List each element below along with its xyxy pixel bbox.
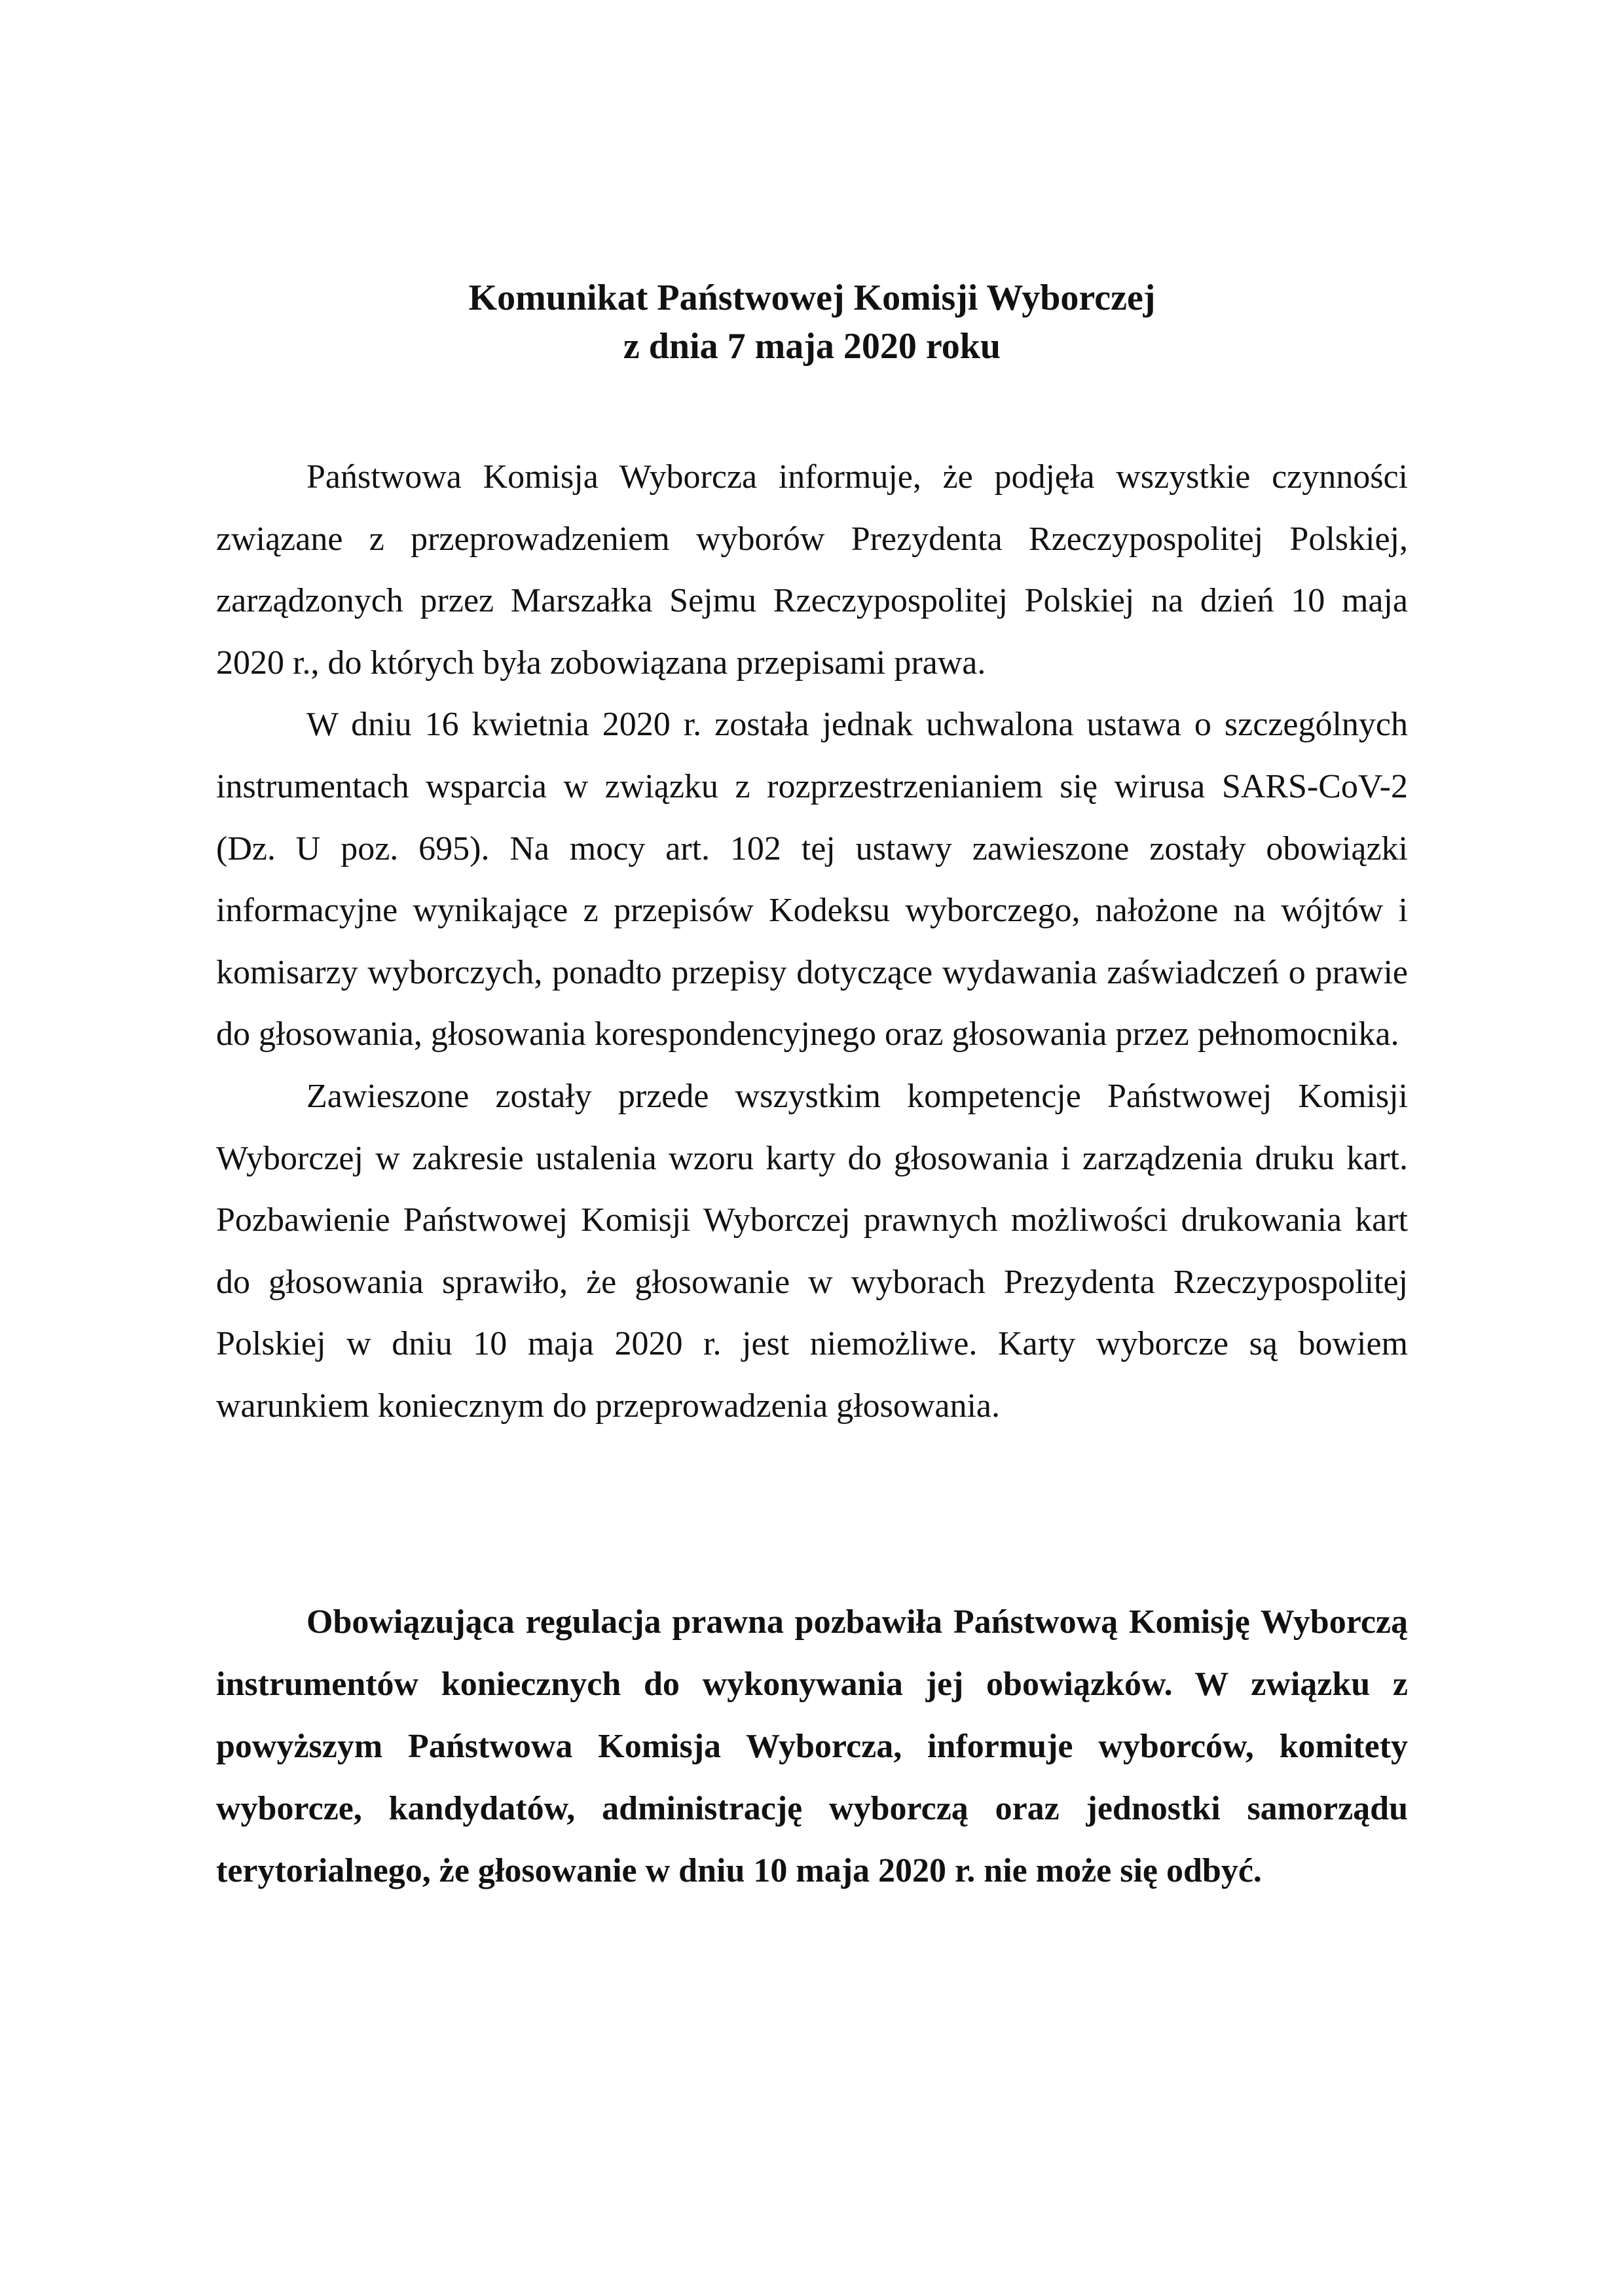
- paragraph-1: Państwowa Komisja Wyborcza informuje, że podjęła wszystkie czynności związane z przeprowadzeniem wyborów Prezydenta Rzeczypospolitej Polskiej, zarządzonych przez Marszałka Sejmu Rzeczypospolitej Polskiej na dzień 10 maja 2020 r., do których była zobowiązana przepisami prawa.: [216, 458, 1408, 682]
- paragraph-2: W dniu 16 kwietnia 2020 r. została jednak uchwalona ustawa o szczególnych instrumentach wsparcia w związku z rozprzestrzenianiem się wirusa SARS-CoV-2 (Dz. U poz. 695). Na mocy art. 102 tej ustawy zawieszone zostały obowiązki informacyjne wynikające z przepisów Kodeksu wyborczego, nałożone na wójtów i komisarzy wyborczych, ponadto przepisy dotyczące wydawania zaświadczeń o prawie do głosowania, głosowania korespondencyjnego oraz głosowania przez pełnomocnika.: [216, 706, 1408, 1053]
- paragraph-3: Zawieszone zostały przede wszystkim kompetencje Państwowej Komisji Wyborczej w zakresie ustalenia wzoru karty do głosowania i zarządzenia druku kart. Pozbawienie Państwowej Komisji Wyborczej prawnych możliwości drukowania kart do głosowania sprawiło, że głosowanie w wyborach Prezydenta Rzeczypospolitej Polskiej w dniu 10 maja 2020 r. jest niemożliwe. Karty wyborcze są bowiem warunkiem koniecznym do przeprowadzenia głosowania.: [216, 1077, 1408, 1425]
- bold-paragraph: Obowiązująca regulacja prawna pozbawiła Państwową Komisję Wyborczą instrumentów koniecznych do wykonywania jej obowiązków. W związku z powyższym Państwowa Komisja Wyborcza, informuje wyborców, komitety wyborcze, kandydatów, administrację wyborczą oraz jednostki samorządu terytorialnego, że głosowanie w dniu 10 maja 2020 r. nie może się odbyć.: [216, 1603, 1408, 1889]
- document-title: [216, 274, 1408, 371]
- document-conclusion: [216, 1591, 1408, 1902]
- document-body: [216, 446, 1408, 1438]
- title-line-2: z dnia 7 maja 2020 roku: [623, 326, 1001, 367]
- title-line-1: Komunikat Państwowej Komisji Wyborczej: [468, 278, 1156, 318]
